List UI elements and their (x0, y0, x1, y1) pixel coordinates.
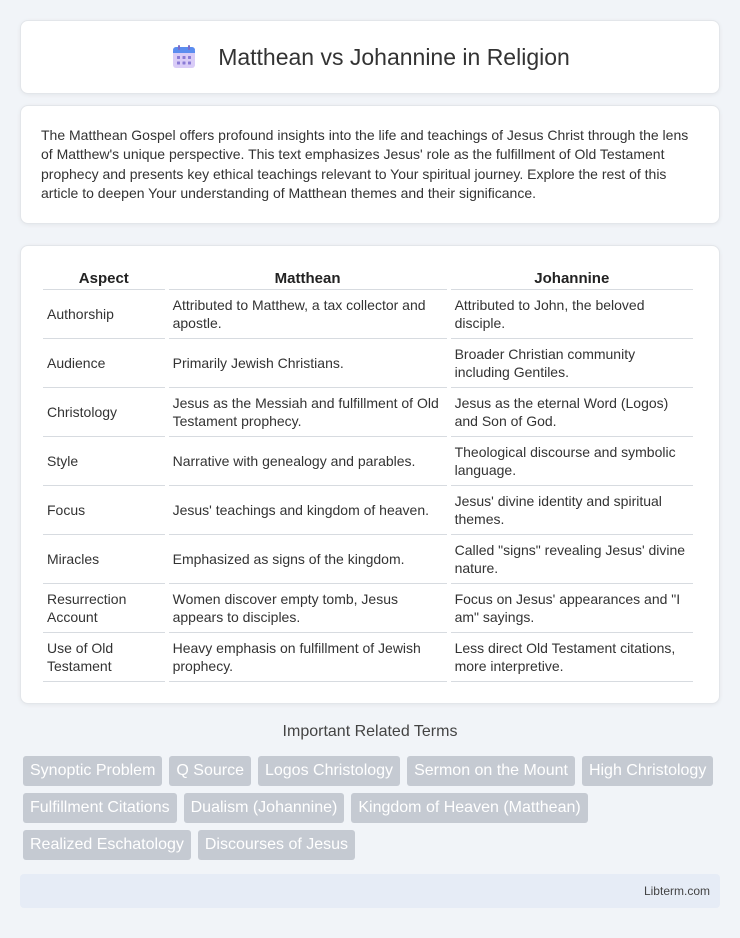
tag-fulfillment-citations[interactable]: Fulfillment Citations (23, 793, 177, 823)
johannine-cell: Theological discourse and symbolic language. (451, 437, 693, 486)
aspect-cell: Style (43, 437, 165, 486)
aspect-cell: Focus (43, 486, 165, 535)
tag-logos-christology[interactable]: Logos Christology (258, 756, 400, 786)
matthean-cell: Jesus' teachings and kingdom of heaven. (169, 486, 447, 535)
johannine-cell: Jesus' divine identity and spiritual themes. (451, 486, 693, 535)
matthean-cell: Heavy emphasis on fulfillment of Jewish prophecy. (169, 633, 447, 682)
aspect-cell: Audience (43, 339, 165, 388)
matthean-cell: Emphasized as signs of the kingdom. (169, 535, 447, 584)
tag-dualism-johannine[interactable]: Dualism (Johannine) (184, 793, 345, 823)
table-row (43, 584, 693, 633)
johannine-cell: Broader Christian community including Gentiles. (451, 339, 693, 388)
johannine-cell: Less direct Old Testament citations, more interpretive. (451, 633, 693, 682)
tag-q-source[interactable]: Q Source (169, 756, 251, 786)
footer (20, 874, 720, 908)
tag-synoptic-problem[interactable]: Synoptic Problem (23, 756, 162, 786)
comparison-table (39, 266, 697, 682)
matthean-cell: Narrative with genealogy and parables. (169, 437, 447, 486)
aspect-cell: Christology (43, 388, 165, 437)
johannine-cell: Called "signs" revealing Jesus' divine nature. (451, 535, 693, 584)
aspect-cell: Miracles (43, 535, 165, 584)
table-row (43, 339, 693, 388)
table-row (43, 388, 693, 437)
aspect-cell: Resurrection Account (43, 584, 165, 633)
johannine-cell: Attributed to John, the beloved disciple. (451, 290, 693, 339)
table-row (43, 535, 693, 584)
johannine-cell: Jesus as the eternal Word (Logos) and Son of God. (451, 388, 693, 437)
table-header-row (43, 266, 693, 290)
header-matthean: Matthean (169, 266, 447, 290)
matthean-cell: Attributed to Matthew, a tax collector and apostle. (169, 290, 447, 339)
header-johannine: Johannine (451, 266, 693, 290)
aspect-cell: Authorship (43, 290, 165, 339)
tag-kingdom-of-heaven[interactable]: Kingdom of Heaven (Matthean) (351, 793, 587, 823)
calendar-icon (170, 43, 198, 71)
tag-sermon-on-the-mount[interactable]: Sermon on the Mount (407, 756, 575, 786)
johannine-cell: Focus on Jesus' appearances and "I am" sayings. (451, 584, 693, 633)
comparison-table-card (20, 245, 720, 704)
related-terms-list (23, 756, 723, 860)
header-card (20, 20, 720, 94)
tag-realized-eschatology[interactable]: Realized Eschatology (23, 830, 191, 860)
tag-high-christology[interactable]: High Christology (582, 756, 713, 786)
tag-discourses-of-jesus[interactable]: Discourses of Jesus (198, 830, 355, 860)
page-title: Matthean vs Johannine in Religion (218, 43, 570, 70)
table-row (43, 290, 693, 339)
header-aspect: Aspect (43, 266, 165, 290)
related-terms-title: Important Related Terms (282, 723, 458, 740)
matthean-cell: Jesus as the Messiah and fulfillment of Old Testament prophecy. (169, 388, 447, 437)
intro-text: The Matthean Gospel offers profound insights into the life and teachings of Jesus Christ through the lens of Matthew's unique perspective. This text emphasizes Jesus' role as the fulfillment of Old Testament prophecy and presents key ethical teachings relevant to Your spiritual journey. Explore the rest of this article to deepen Your understanding of Matthean themes and their significance. (41, 127, 689, 202)
footer-site-link[interactable]: Libterm.com (643, 884, 710, 898)
matthean-cell: Primarily Jewish Christians. (169, 339, 447, 388)
table-row (43, 633, 693, 682)
intro-card (20, 105, 720, 224)
aspect-cell: Use of Old Testament (43, 633, 165, 682)
table-row (43, 486, 693, 535)
table-row (43, 437, 693, 486)
matthean-cell: Women discover empty tomb, Jesus appears to disciples. (169, 584, 447, 633)
